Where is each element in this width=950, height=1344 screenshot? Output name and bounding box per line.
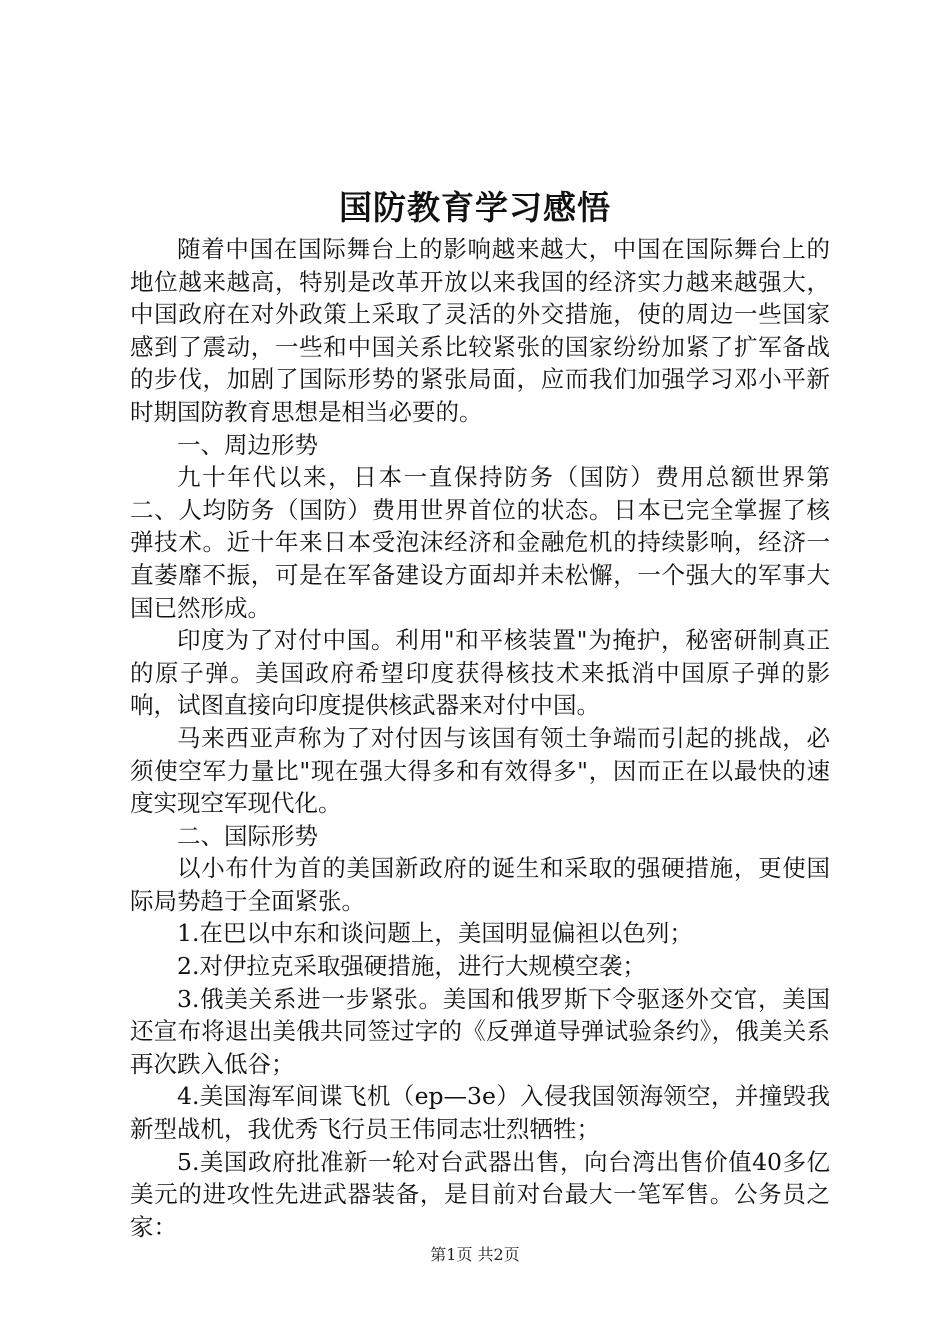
list-item-4: 4.美国海军间谍飞机（ep—3e）入侵我国领海领空，并撞毁我新型战机，我优秀飞行员王伟同志壮烈牺牲； bbox=[130, 1082, 830, 1144]
document-title: 国防教育学习感悟 bbox=[339, 188, 611, 227]
page-footer: 第1页 共2页 bbox=[430, 1245, 520, 1264]
heading-international: 二、国际形势 bbox=[177, 821, 318, 850]
paragraph-india: 印度为了对付中国。利用"和平核装置"为掩护，秘密研制真正的原子弹。美国政府希望印度获得核技术来抵消中国原子弹的影响，试图直接向印度提供核武器来对付中国。 bbox=[130, 626, 830, 720]
paragraph-malaysia: 马来西亚声称为了对付因与该国有领土争端而引起的挑战，必须使空军力量比"现在强大得多和有效得多"，因而正在以最快的速度实现空军现代化。 bbox=[130, 723, 830, 818]
paragraph-us-government: 以小布什为首的美国新政府的诞生和采取的强硬措施，更使国际局势趋于全面紧张。 bbox=[130, 854, 830, 915]
list-item-3: 3.俄美关系进一步紧张。美国和俄罗斯下令驱逐外交官，美国还宣布将退出美俄共同签过字的《反弹道导弹试验条约》，俄美关系再次跌入低谷； bbox=[130, 984, 830, 1078]
paragraph-japan: 九十年代以来，日本一直保持防务（国防）费用总额世界第二、人均防务（国防）费用世界首位的状态。日本已完全掌握了核弹技术。近十年来日本受泡沫经济和金融危机的持续影响，经济一直萎靡不振，可是在军备建设方面却并未松懈，一个强大的军事大国已然形成。 bbox=[130, 463, 830, 622]
list-item-2: 2.对伊拉克采取强硬措施，进行大规模空袭； bbox=[177, 952, 646, 981]
list-item-5: 5.美国政府批准新一轮对台武器出售，向台湾出售价值40多亿美元的进攻性先进武器装备，是目前对台最大一笔军售。公务员之家： bbox=[130, 1147, 830, 1241]
heading-surroundings: 一、周边形势 bbox=[177, 430, 318, 459]
document-body bbox=[130, 233, 830, 1243]
paragraph-intro: 随着中国在国际舞台上的影响越来越大，中国在国际舞台上的地位越来越高，特别是改革开放以来我国的经济实力越来越强大，中国政府在对外政策上采取了灵活的外交措施，使的周边一些国家感到了震动，一些和中国关系比较紧张的国家纷纷加紧了扩军备战的步伐，加剧了国际形势的紧张局面，应而我们加强学习邓小平新时期国防教育思想是相当必要的。 bbox=[130, 235, 830, 426]
list-item-1: 1.在巴以中东和谈问题上，美国明显偏袒以色列； bbox=[177, 919, 693, 948]
